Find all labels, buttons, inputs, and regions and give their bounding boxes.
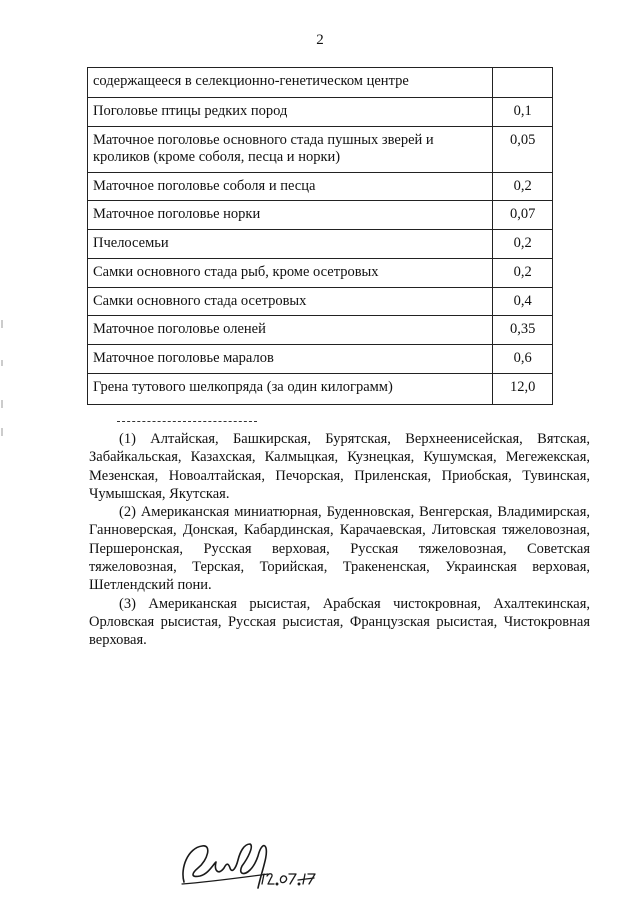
row-name: Самки основного стада рыб, кроме осетровых	[88, 259, 493, 288]
row-value	[493, 68, 553, 98]
table-row	[88, 230, 553, 259]
table-row	[88, 288, 553, 316]
row-value: 12,0	[493, 374, 553, 405]
coefficients-table	[87, 67, 553, 405]
row-value: 0,07	[493, 201, 553, 230]
table-row	[88, 201, 553, 230]
row-name: Маточное поголовье норки	[88, 201, 493, 230]
table-row	[88, 68, 553, 98]
table-row	[88, 316, 553, 345]
table-row	[88, 173, 553, 201]
footnote-separator	[117, 421, 257, 422]
row-name: Маточное поголовье соболя и песца	[88, 173, 493, 201]
row-value: 0,4	[493, 288, 553, 316]
footnote-2: (2) Американская миниатюрная, Буденновская, Венгерская, Владимирская, Ганноверская, Донская, Кабардинская, Карачаевская, Литовская тяжеловозная, Першеронская, Русская верховая, Русская тяжеловозная, Советская тяжеловозная, Терская, Торийская, Тракененская, Украинская верховая, Шетлендский пони.	[89, 504, 590, 594]
row-value: 0,05	[493, 127, 553, 173]
table-row	[88, 345, 553, 374]
row-value: 0,35	[493, 316, 553, 345]
scan-edge-marks	[0, 320, 4, 440]
row-value: 0,6	[493, 345, 553, 374]
table-row	[88, 374, 553, 405]
row-name: Маточное поголовье маралов	[88, 345, 493, 374]
row-name: Самки основного стада осетровых	[88, 288, 493, 316]
page-number: 2	[316, 32, 324, 48]
handwritten-signature	[178, 838, 338, 894]
row-name: Грена тутового шелкопряда (за один килограмм)	[88, 374, 493, 405]
table-row	[88, 127, 553, 173]
row-name: Маточное поголовье оленей	[88, 316, 493, 345]
row-name: Поголовье птицы редких пород	[88, 98, 493, 127]
row-name: Маточное поголовье основного стада пушных зверей и кроликов (кроме соболя, песца и норки)	[88, 127, 493, 173]
footnotes	[89, 430, 590, 650]
table-row	[88, 98, 553, 127]
row-value: 0,2	[493, 230, 553, 259]
signature-date	[262, 874, 315, 885]
row-name: Пчелосемьи	[88, 230, 493, 259]
row-value: 0,2	[493, 259, 553, 288]
row-name: содержащееся в селекционно-генетическом центре	[88, 68, 493, 98]
table-row	[88, 259, 553, 288]
footnote-3: (3) Американская рысистая, Арабская чистокровная, Ахалтекинская, Орловская рысистая, Русская рысистая, Французская рысистая, Чистокровная верховая.	[89, 595, 590, 649]
footnote-1: (1) Алтайская, Башкирская, Бурятская, Верхнеенисейская, Вятская, Забайкальская, Казахская, Калмыцкая, Кузнецкая, Кушумская, Мегежекская, Мезенская, Новоалтайская, Печорская, Приленская, Приобская, Тувинская, Чумышская, Якутская.	[89, 431, 590, 502]
row-value: 0,1	[493, 98, 553, 127]
row-value: 0,2	[493, 173, 553, 201]
